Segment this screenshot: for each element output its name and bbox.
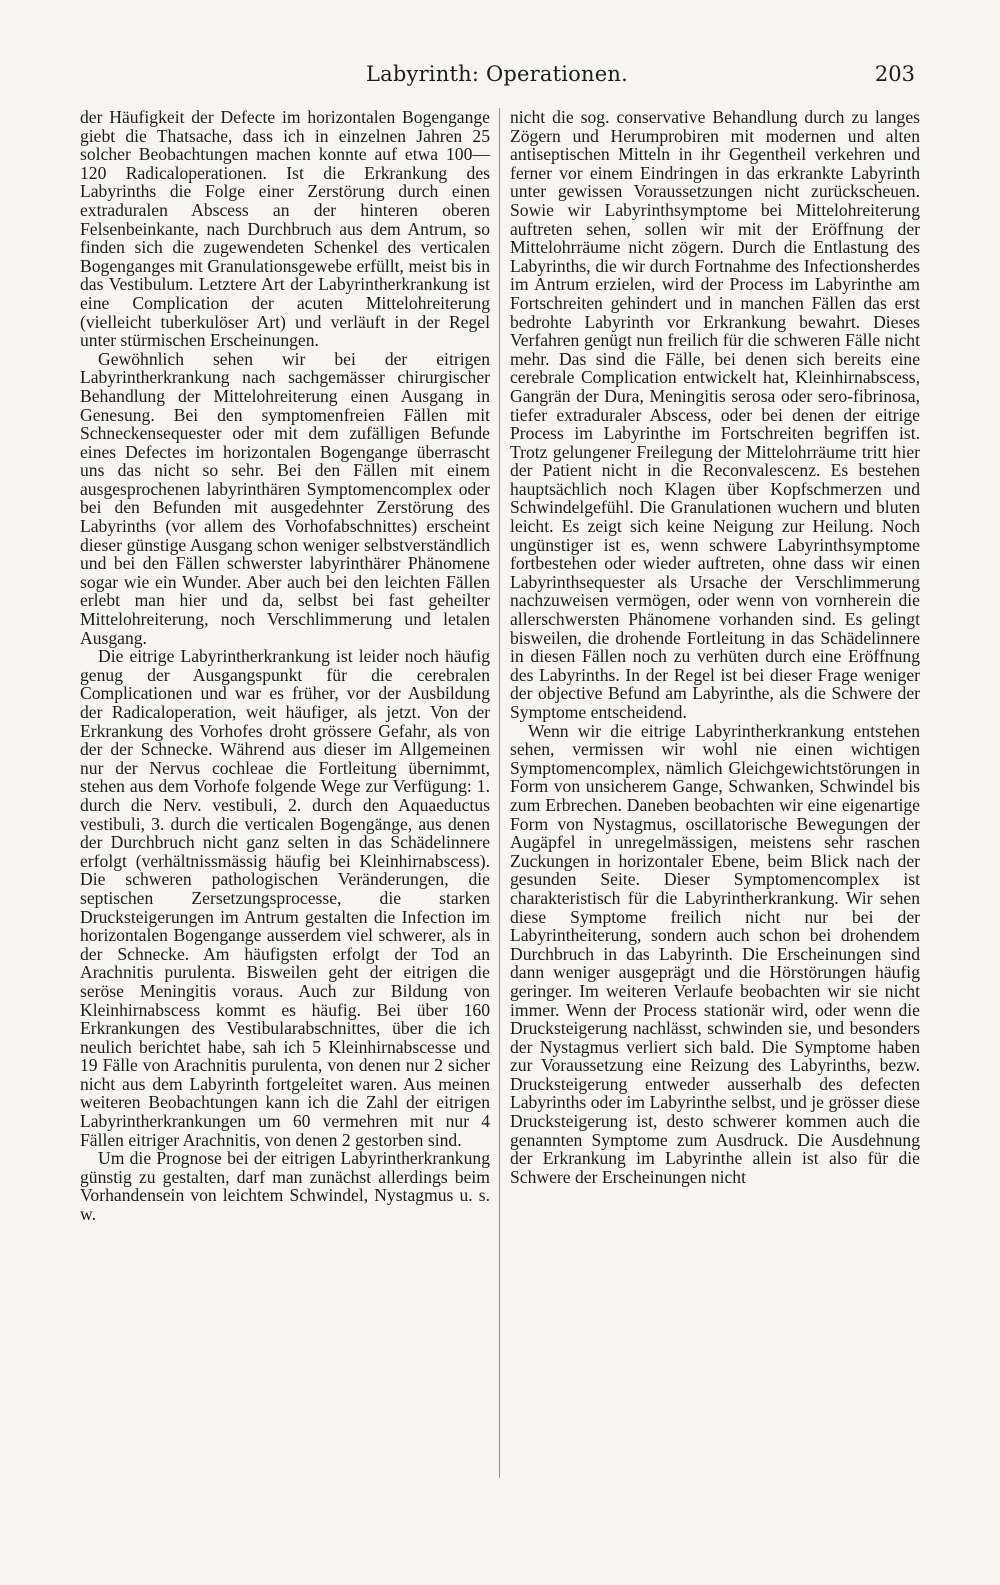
page-number: 203 <box>874 62 915 86</box>
paragraph: der Häufigkeit der Defecte im horizontalen Bogengange giebt die Thatsache, dass ich in einzelnen Jahren 25 solcher Beobachtungen machen konnte auf etwa 100—120 Radicaloperationen. Ist die Erkrankung des Labyrinths die Folge einer Zerstörung durch einen extraduralen Abscess an der hinteren oberen Felsenbeinkante, nach Durchbruch aus dem Antrum, so finden sich die zugewendeten Schenkel des verticalen Bogenganges mit Granulationsgewebe erfüllt, meist bis in das Vestibulum. Letztere Art der Labyrintherkrankung ist eine Complication der acuten Mittelohreiterung (vielleicht tuberkulöser Art) und verläuft in der Regel unter stürmischen Erscheinungen. <box>80 107 490 351</box>
paragraph: Wenn wir die eitrige Labyrintherkrankung entstehen sehen, vermissen wir wohl nie einen wichtigen Symptomencomplex, nämlich Gleichgewichtstörungen in Form von unsicherem Gange, Schwanken, Schwindel bis zum Erbrechen. Daneben beobachten wir eine eigenartige Form von Nystagmus, oscillatorische Bewegungen der Augäpfel in unregelmässigen, meistens sehr raschen Zuckungen in horizontaler Ebene, beim Blick nach der gesunden Seite. Dieser Symptomencomplex ist charakteristisch für die Labyrintherkrankung. Wir sehen diese Symptome freilich nicht nur bei der Labyrintheiterung, sondern auch schon bei drohendem Durchbruch in das Labyrinth. Die Erscheinungen sind dann weniger ausgeprägt und die Hörstörungen häufig geringer. Im weiteren Verlaufe beobachten wir sie nicht immer. Wenn der Process stationär wird, oder wenn die Drucksteigerung nachlässt, schwinden sie, und besonders der Nystagmus verliert sich bald. Die Symptome haben zur Voraussetzung eine Reizung des Labyrinths, bezw. Drucksteigerung entweder ausserhalb des defecten Labyrinths oder im Labyrinthe selbst, und je grösser diese Drucksteigerung ist, desto schwerer kommen auch die genannten Symptome zum Ausdruck. Die Ausdehnung der Erkrankung im Labyrinthe allein ist also für die Schwere der Erscheinungen nicht <box>510 720 920 1187</box>
right-column <box>510 108 920 1186</box>
paragraph: Gewöhnlich sehen wir bei der eitrigen Labyrintherkrankung nach sachgemässer chirurgischer Behandlung der Mittelohreiterung einen Ausgang in Genesung. Bei den symptomenfreien Fällen mit Schneckensequester oder mit dem zufälligen Befunde eines Defectes im horizontalen Bogengange überrascht uns das nicht so sehr. Bei den Fällen mit einem ausgesprochenen labyrinthären Symptomencomplex oder bei den Befunden mit ausgedehnter Zerstörung des Labyrinths (vor allem des Vorhofabschnittes) erscheint dieser günstige Ausgang schon weniger selbstverständlich und bei den Fällen schwerster labyrinthärer Phänomene sogar wie ein Wunder. Aber auch bei den leichten Fällen erlebt man hier und da, selbst bei fast geheilter Mittelohreiterung, noch Verschlimmerung und letalen Ausgang. <box>80 348 490 648</box>
column-divider <box>499 108 500 1478</box>
page-header <box>78 62 923 92</box>
paragraph: nicht die sog. conservative Behandlung durch zu langes Zögern und Herumprobiren mit modernen und alten antiseptischen Mitteln in ihr Gegentheil verkehren und ferner vor einem Eindringen in das erkrankte Labyrinth unter gewissen Voraussetzungen nicht zurückscheuen. Sowie wir Labyrinthsymptome bei Mittelohreiterung auftreten sehen, sollen wir mit der Eröffnung der Mittelohrräume nicht zögern. Durch die Entlastung des Labyrinths, die wir durch Fortnahme des Infectionsherdes im Antrum erzielen, wird der Process im Labyrinthe am Fortschreiten gehindert und in manchen Fällen das erst bedrohte Labyrinth vor Erkrankung bewahrt. Dieses Verfahren genügt nun freilich für die schweren Fälle nicht mehr. Das sind die Fälle, bei denen sich bereits eine cerebrale Complication entwickelt hat, Kleinhirnabscess, Gangrän der Dura, Meningitis serosa oder sero-fibrinosa, tiefer extraduraler Abscess, oder bei denen der eitrige Process im Labyrinthe im Fortschreiten begriffen ist. Trotz gelungener Freilegung der Mittelohrräume tritt hier der Patient nicht in die Reconvalescenz. Es bestehen hauptsächlich noch Klagen über Kopfschmerzen und Schwindelgefühl. Die Granulationen wuchern und bluten leicht. Es zeigt sich keine Neigung zur Heilung. Noch ungünstiger ist es, wenn schwere Labyrinthsymptome fortbestehen oder wieder auftreten, ohne dass wir einen Labyrinthsequester als Ursache der Verschlimmerung nachzuweisen vermögen, oder wenn von vornherein die allerschwersten Phänomene vorhanden sind. Es gelingt bisweilen, die drohende Fortleitung in das Schädelinnere in diesen Fällen noch zu verhüten durch eine Eröffnung des Labyrinths. In der Regel ist bei dieser Frage weniger der objective Befund am Labyrinthe, als die Schwere der Symptome entscheidend. <box>510 107 920 722</box>
running-head: Labyrinth: Operationen. <box>366 62 628 86</box>
left-column <box>80 108 490 1224</box>
paragraph: Die eitrige Labyrintherkrankung ist leider noch häufig genug der Ausgangspunkt für die cerebralen Complicationen und war es früher, vor der Ausbildung der Radicaloperation, weit häufiger, als jetzt. Von der Erkrankung des Vorhofes droht grössere Gefahr, als von der der Schnecke. Während aus dieser im Allgemeinen nur der Nervus cochleae die Fortleitung übernimmt, stehen aus dem Vorhofe folgende Wege zur Verfügung: 1. durch die Nerv. vestibuli, 2. durch den Aquaeductus vestibuli, 3. durch die verticalen Bogengänge, aus denen der Durchbruch nicht ganz selten in das Schädelinnere erfolgt (verhältnissmässig häufig bei Kleinhirnabscess). Die schweren pathologischen Veränderungen, die septischen Zersetzungsprocesse, die starken Drucksteigerungen im Antrum gestalten die Infection im horizontalen Bogengange ausserdem viel schwerer, als in der Schnecke. Am häufigsten erfolgt der Tod an Arachnitis purulenta. Bisweilen geht der eitrigen die seröse Meningitis voraus. Auch zur Bildung von Kleinhirnabscess kommt es häufig. Bei über 160 Erkrankungen des Vestibularabschnittes, über die ich neulich berichtet habe, sah ich 5 Kleinhirnabscesse und 19 Fälle von Arachnitis purulenta, von denen nur 2 sicher nicht aus dem Labyrinth fortgeleitet waren. Aus meinen weiteren Beobachtungen kann ich die Zahl der eitrigen Labyrintherkrankungen um 60 vermehren mit nur 4 Fällen eitriger Arachnitis, von denen 2 gestorben sind. <box>80 646 490 1150</box>
paragraph: Um die Prognose bei der eitrigen Labyrintherkrankung günstig zu gestalten, darf man zunächst allerdings beim Vorhandensein von leichtem Schwindel, Nystagmus u. s. w. <box>80 1148 490 1225</box>
